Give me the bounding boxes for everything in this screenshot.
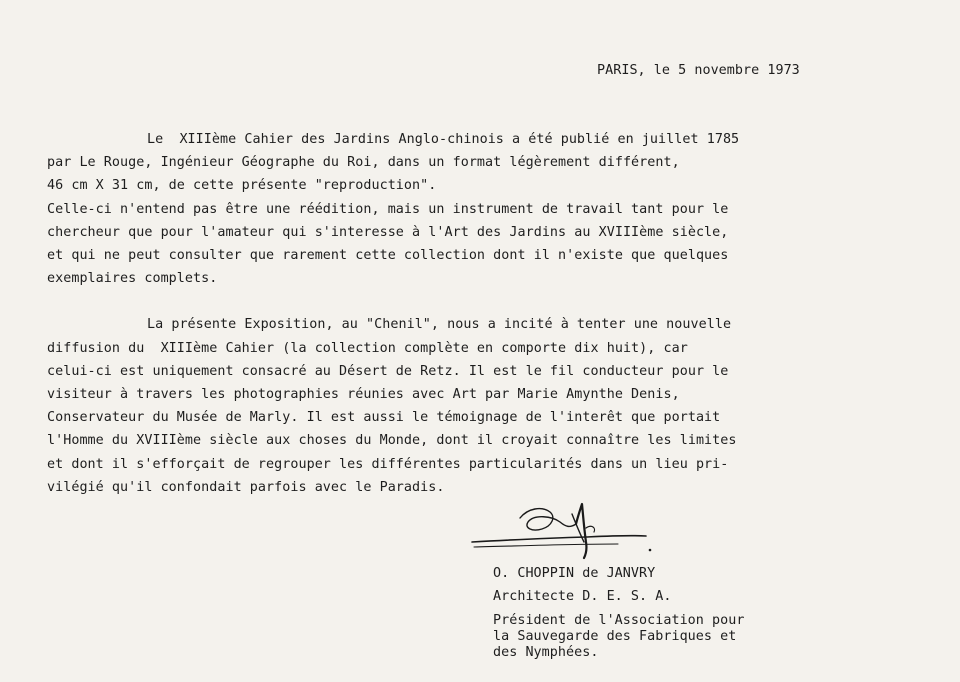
- signatory-role-line-3: des Nymphées.: [493, 645, 599, 660]
- paragraph-2-line-2: diffusion du XIIIème Cahier (la collection complète en comporte dix huit), car: [47, 341, 688, 356]
- dateline: PARIS, le 5 novembre 1973: [597, 63, 800, 78]
- signatory-role-line-1: Président de l'Association pour: [493, 613, 745, 628]
- paragraph-1-line-1: Le XIIIème Cahier des Jardins Anglo-chinois a été publié en juillet 1785: [147, 132, 740, 147]
- paragraph-1-line-4: Celle-ci n'entend pas être une réédition, mais un instrument de travail tant pour le: [47, 202, 729, 217]
- paragraph-1-line-7: exemplaires complets.: [47, 271, 218, 286]
- signatory-name: O. CHOPPIN de JANVRY: [493, 566, 656, 581]
- paragraph-2-line-7: et dont il s'efforçait de regrouper les différentes particularités dans un lieu pri-: [47, 457, 729, 472]
- paragraph-1-line-5: chercheur que pour l'amateur qui s'interesse à l'Art des Jardins au XVIIIème siècle,: [47, 225, 729, 240]
- paragraph-2-line-3: celui-ci est uniquement consacré au Désert de Retz. Il est le fil conducteur pour le: [47, 364, 729, 379]
- handwritten-signature: [468, 498, 668, 560]
- paragraph-2-line-5: Conservateur du Musée de Marly. Il est aussi le témoignage de l'interêt que portait: [47, 410, 721, 425]
- signatory-title: Architecte D. E. S. A.: [493, 589, 672, 604]
- paragraph-1-line-6: et qui ne peut consulter que rarement cette collection dont il n'existe que quelques: [47, 248, 729, 263]
- signatory-role-line-2: la Sauvegarde des Fabriques et: [493, 629, 737, 644]
- paragraph-1-line-2: par Le Rouge, Ingénieur Géographe du Roi, dans un format légèrement différent,: [47, 155, 680, 170]
- paragraph-2-line-6: l'Homme du XVIIIème siècle aux choses du Monde, dont il croyait connaître les limites: [47, 433, 737, 448]
- paragraph-2-line-4: visiteur à travers les photographies réunies avec Art par Marie Amynthe Denis,: [47, 387, 680, 402]
- paragraph-2-line-8: vilégié qu'il confondait parfois avec le Paradis.: [47, 480, 445, 495]
- paragraph-1-line-3: 46 cm X 31 cm, de cette présente "reproduction".: [47, 178, 437, 193]
- paragraph-2-line-1: La présente Exposition, au "Chenil", nous a incité à tenter une nouvelle: [147, 317, 732, 332]
